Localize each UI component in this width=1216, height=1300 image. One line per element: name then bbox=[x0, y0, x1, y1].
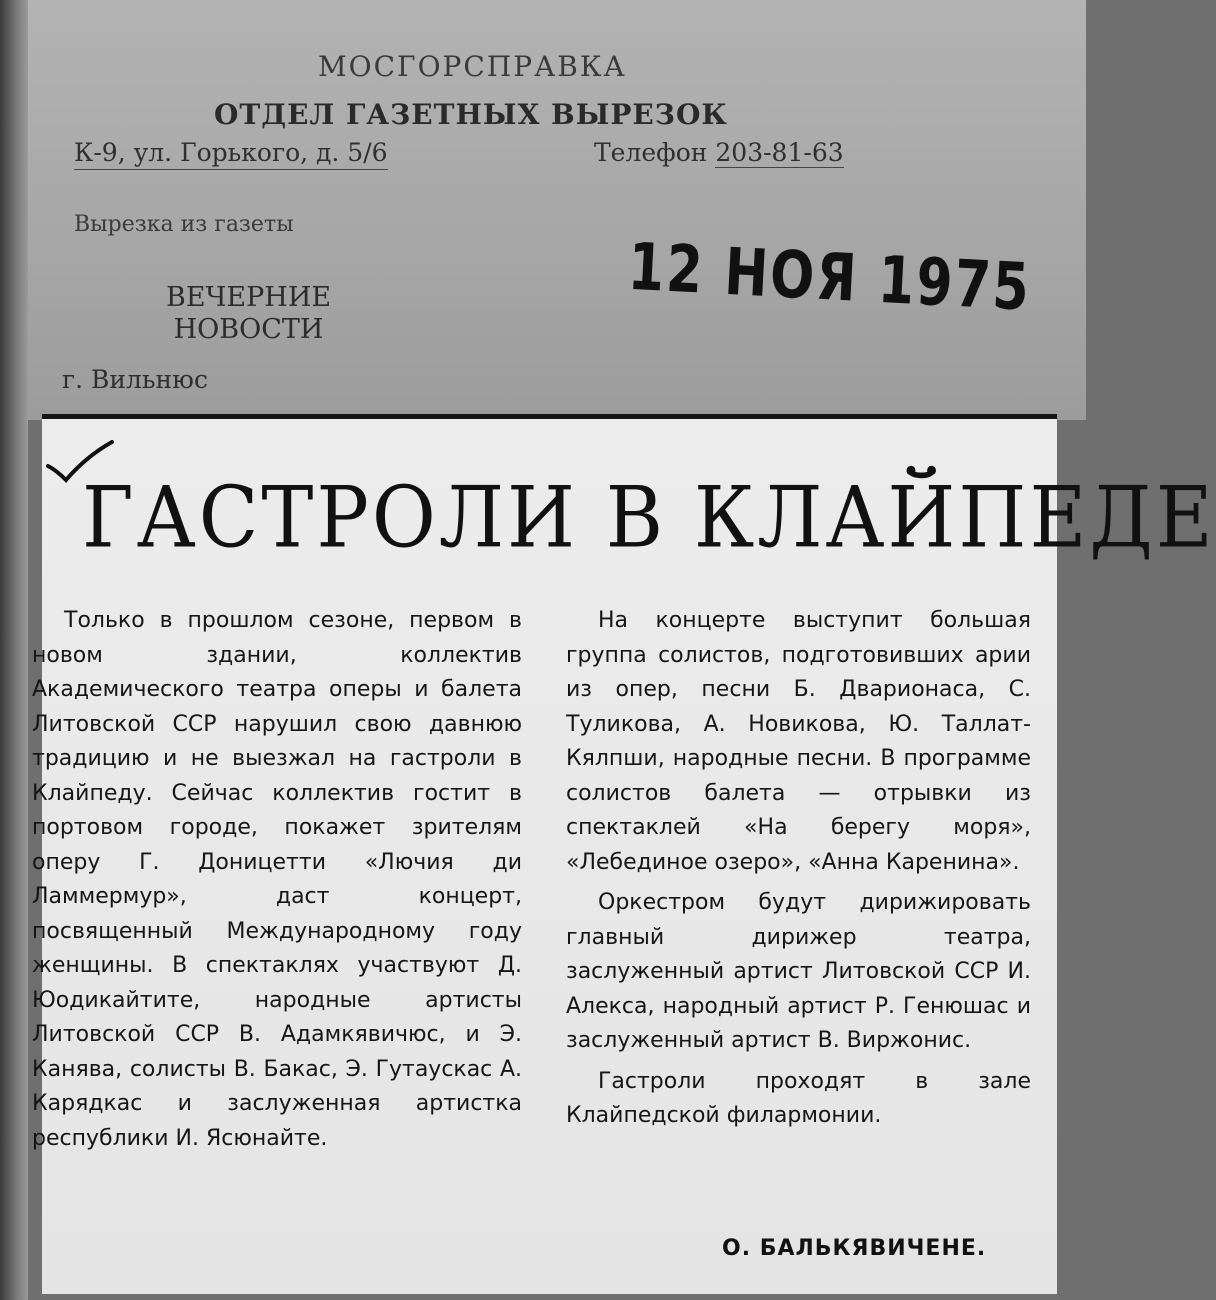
article-paragraph: Только в прошлом сезоне, первом в новом здании, коллектив Академического театра оперы и балета Литовской ССР нарушил свою давнюю традицию и не выезжал на гастроли в Клайпеду. Сейчас коллектив гостит в портовом городе, покажет зрителям оперу Г. Доницетти «Лючия ди Ламмермур», даст концерт, посвященный Международному году женщины. В спектаклях участвуют Д. Юодикайтите, народные артисты Литовской ССР В. Адамкявичюс, и Э. Канява, солисты В. Бакас, Э. Гутаускас А. Карядкас и заслуженная артистка республики И. Ясюнайте. bbox=[32, 608, 522, 1151]
newspaper-city: г. Вильнюс bbox=[62, 365, 208, 394]
article-byline: О. БАЛЬКЯВИЧЕНЕ. bbox=[722, 1236, 987, 1261]
article-paragraph: Гастроли проходят в зале Клайпедской филармонии. bbox=[566, 1068, 1031, 1128]
top-rule bbox=[42, 414, 1057, 419]
phone-block bbox=[594, 138, 844, 167]
scan-edge bbox=[0, 0, 28, 1300]
agency-name: МОСГОРСПРАВКА bbox=[318, 50, 627, 83]
newspaper-name-line1: ВЕЧЕРНИЕ bbox=[166, 282, 332, 313]
article-column-left bbox=[32, 604, 522, 1156]
article-column-right bbox=[566, 604, 1031, 1134]
newspaper-name-line2: НОВОСТИ bbox=[173, 314, 324, 345]
article-paragraph: На концерте выступит большая группа солистов, подготовивших арии из опер, песни Б. Дварионаса, С. Туликова, А. Новикова, Ю. Таллат-Кялпши, народные песни. В программе солистов балета — отрывки из спектаклей «На берегу моря», «Лебединое озеро», «Анна Каренина». bbox=[566, 608, 1031, 875]
article-headline: ГАСТРОЛИ В КЛАЙПЕДЕ bbox=[82, 470, 1216, 568]
phone-label: Телефон bbox=[594, 138, 708, 167]
clipping-source-label: Вырезка из газеты bbox=[74, 212, 294, 237]
newspaper-clipping bbox=[32, 414, 1216, 1294]
phone-number: 203-81-63 bbox=[715, 138, 844, 167]
department-name: ОТДЕЛ ГАЗЕТНЫХ ВЫРЕЗОК bbox=[214, 98, 728, 131]
article-paragraph: Оркестром будут дирижировать главный дирижер театра, заслуженный артист Литовской ССР И. Алекса, народный артист Р. Генюшас и заслуженный артист В. Виржонис. bbox=[566, 890, 1031, 1053]
clipping-service-slip bbox=[28, 0, 1086, 420]
address: К-9, ул. Горького, д. 5/6 bbox=[74, 138, 388, 170]
newspaper-name bbox=[166, 282, 331, 346]
date-stamp: 12 НОЯ 1975 bbox=[626, 230, 1033, 326]
